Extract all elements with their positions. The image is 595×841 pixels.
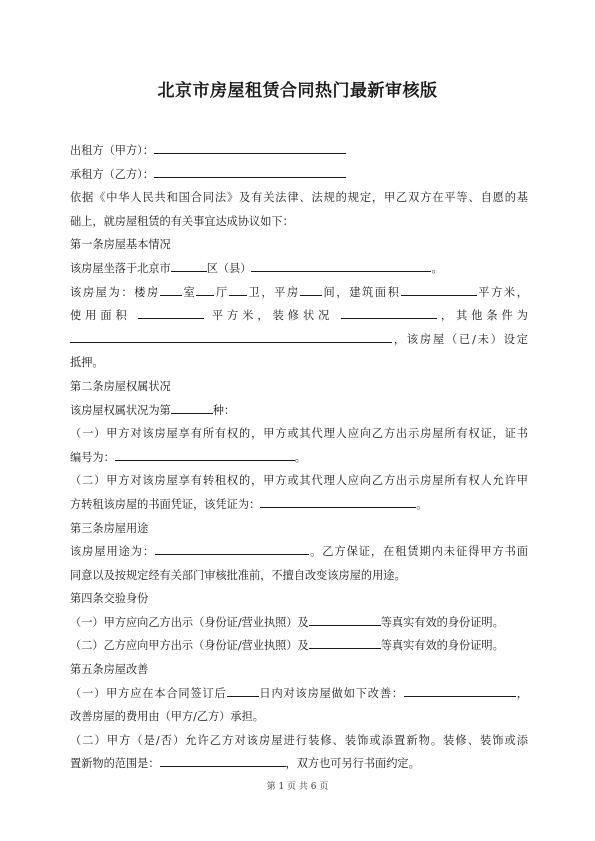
lessor-id-blank (309, 613, 381, 626)
house-type-line: 该房屋为：楼房 室 厅 卫，平房 间，建筑面积 平方米， (70, 281, 528, 305)
clause-2-1-line-2: 编号为： 。 (70, 446, 528, 470)
other-conditions-blank (70, 330, 392, 343)
improvement-blank (404, 684, 516, 697)
certificate-number-blank (115, 448, 295, 461)
bungalow-blank (300, 283, 322, 296)
ownership-kind-line: 该房屋权属状况为第 种： (70, 399, 528, 423)
usable-area-blank (138, 306, 204, 319)
lessee-id-blank (309, 636, 381, 649)
lessor-line: 出租方（甲方）： (70, 139, 528, 163)
intro-line-1: 依据《中华人民共和国合同法》及有关法律、法规的规定，甲乙双方在平等、自愿的基 (70, 191, 528, 205)
mortgage-line: ，该房屋（已/未）设定 (70, 328, 528, 352)
rooms-blank (160, 283, 182, 296)
clause-2-2-line-1: （二）甲方对该房屋享有转租权的，甲方或其代理人应向乙方出示房屋所有权人允许甲 (70, 474, 528, 488)
decoration-blank (341, 306, 437, 319)
identity-line-2: （二）乙方应向甲方出示（身份证/营业执照）及 等真实有效的身份证明。 (70, 634, 528, 658)
address-blank (251, 259, 431, 272)
decoration-scope-blank (160, 754, 286, 767)
usage-line-1: 该房屋用途为： 。乙方保证，在租赁期内未征得甲方书面 (70, 540, 528, 564)
baths-blank (229, 283, 247, 296)
section-2-heading: 第二条房屋权属状况 (70, 379, 171, 393)
lessor-blank (154, 141, 346, 154)
intro-line-2: 础上，就房屋租赁的有关事宜达成协议如下： (70, 214, 294, 228)
section-4-heading: 第四条交验身份 (70, 592, 149, 606)
floor-area-blank (401, 283, 477, 296)
days-blank (227, 684, 259, 697)
decoration-line-2: 置新物的范围是： ，双方也可另行书面约定。 (70, 752, 528, 776)
mortgage-line-2: 抵押。 (70, 356, 104, 370)
ownership-kind-blank (171, 401, 213, 414)
clause-2-1-line-1: （一）甲方对该房屋享有所有权的，甲方或其代理人应向乙方出示房屋所有权证，证书 (70, 427, 528, 441)
usage-line-2: 同意以及按规定经有关部门审核批准前，不擅自改变该房屋的用途。 (70, 568, 406, 582)
contract-body (70, 139, 528, 776)
decoration-line-1: （二）甲方（是/否）允许乙方对该房屋进行装修、装饰或添置新物。装修、装饰或添 (70, 733, 528, 747)
lessee-line: 承租方（乙方）： (70, 163, 528, 187)
sublease-proof-blank (260, 495, 416, 508)
halls-blank (196, 283, 214, 296)
usage-blank (155, 542, 309, 555)
identity-line-1: （一）甲方应向乙方出示（身份证/营业执照）及 等真实有效的身份证明。 (70, 611, 528, 635)
section-3-heading: 第三条房屋用途 (70, 521, 149, 535)
page-footer: 第 1 页 共 6 页 (266, 782, 329, 792)
district-blank (171, 259, 207, 272)
lessee-blank (154, 165, 346, 178)
section-1-heading: 第一条房屋基本情况 (70, 238, 171, 252)
location-line: 该房屋坐落于北京市 区（县） 。 (70, 257, 528, 281)
document-title: 北京市房屋租赁合同热门最新审核版 (157, 81, 438, 101)
improvement-line-1: （一）甲方应在本合同签订后 日内对该房屋做如下改善： ， (70, 682, 528, 706)
improvement-line-2: 改善房屋的费用由（甲方/乙方）承担。 (70, 710, 264, 724)
usable-area-line: 使用面积 平方米，装修状况 ，其他条件为 (70, 304, 528, 328)
clause-2-2-line-2: 方转租该房屋的书面凭证，该凭证为： 。 (70, 493, 528, 517)
section-5-heading: 第五条房屋改善 (70, 663, 149, 677)
